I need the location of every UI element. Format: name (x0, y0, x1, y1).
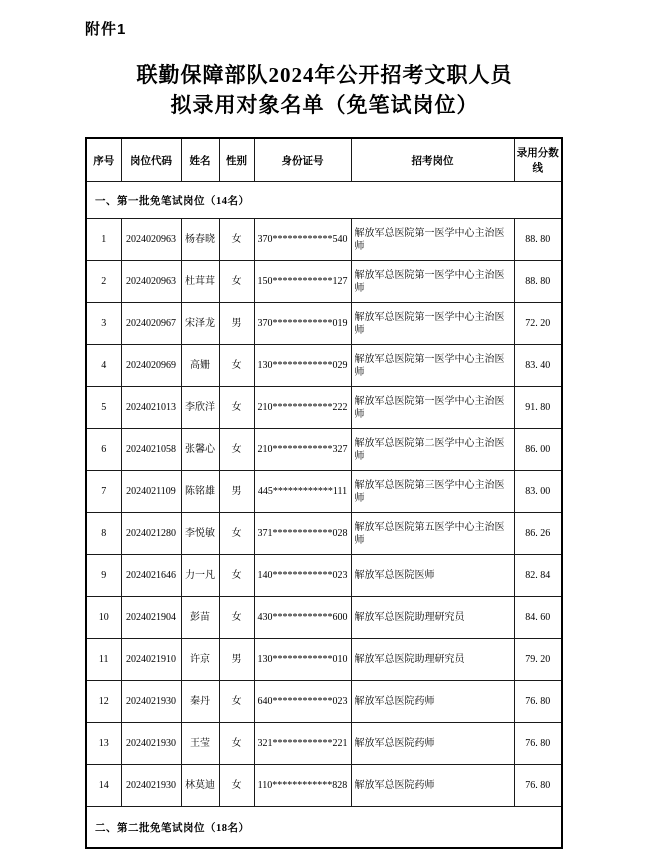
cell-position: 解放军总医院第一医学中心主治医师 (351, 387, 514, 429)
cell-code: 2024021280 (121, 513, 181, 555)
cell-index: 2 (86, 261, 121, 303)
cell-code: 2024021109 (121, 471, 181, 513)
cell-index: 13 (86, 723, 121, 765)
cell-gender: 男 (219, 303, 254, 345)
cell-name: 王莹 (181, 723, 219, 765)
cell-code: 2024021058 (121, 429, 181, 471)
cell-score: 86. 26 (514, 513, 562, 555)
cell-name: 李欣洋 (181, 387, 219, 429)
table-row (86, 765, 562, 807)
cell-code: 2024021904 (121, 597, 181, 639)
cell-score: 83. 40 (514, 345, 562, 387)
cell-code: 2024021930 (121, 681, 181, 723)
cell-id: 130************029 (254, 345, 351, 387)
column-header-gender: 性别 (219, 138, 254, 182)
column-header-code: 岗位代码 (121, 138, 181, 182)
cell-id: 110************828 (254, 765, 351, 807)
cell-index: 8 (86, 513, 121, 555)
cell-gender: 女 (219, 681, 254, 723)
cell-id: 370************540 (254, 219, 351, 261)
cell-gender: 男 (219, 639, 254, 681)
cell-name: 杜茸茸 (181, 261, 219, 303)
table-row (86, 261, 562, 303)
cell-position: 解放军总医院药师 (351, 723, 514, 765)
column-header-id: 身份证号 (254, 138, 351, 182)
roster-table (85, 137, 563, 849)
cell-code: 2024020967 (121, 303, 181, 345)
cell-id: 640************023 (254, 681, 351, 723)
cell-gender: 女 (219, 261, 254, 303)
cell-name: 杨春晓 (181, 219, 219, 261)
cell-name: 许京 (181, 639, 219, 681)
cell-score: 76. 80 (514, 765, 562, 807)
table-row (86, 555, 562, 597)
table-row (86, 513, 562, 555)
cell-position: 解放军总医院助理研究员 (351, 597, 514, 639)
cell-name: 力一凡 (181, 555, 219, 597)
cell-score: 83. 00 (514, 471, 562, 513)
cell-id: 130************010 (254, 639, 351, 681)
cell-code: 2024021910 (121, 639, 181, 681)
table-row (86, 345, 562, 387)
cell-id: 140************023 (254, 555, 351, 597)
cell-gender: 女 (219, 345, 254, 387)
cell-index: 11 (86, 639, 121, 681)
cell-code: 2024021930 (121, 723, 181, 765)
cell-code: 2024021013 (121, 387, 181, 429)
cell-index: 3 (86, 303, 121, 345)
cell-name: 宋泽龙 (181, 303, 219, 345)
cell-id: 210************222 (254, 387, 351, 429)
section-label-batch1: 一、第一批免笔试岗位（14名） (86, 182, 562, 219)
column-header-position: 招考岗位 (351, 138, 514, 182)
cell-index: 1 (86, 219, 121, 261)
table-row (86, 681, 562, 723)
cell-score: 84. 60 (514, 597, 562, 639)
cell-code: 2024020969 (121, 345, 181, 387)
column-header-index: 序号 (86, 138, 121, 182)
cell-name: 高姗 (181, 345, 219, 387)
table-row (86, 471, 562, 513)
document-title-line1: 联勤保障部队2024年公开招考文职人员 (136, 63, 513, 87)
cell-position: 解放军总医院第二医学中心主治医师 (351, 429, 514, 471)
table-row (86, 429, 562, 471)
cell-name: 李悦敏 (181, 513, 219, 555)
table-row (86, 303, 562, 345)
cell-id: 430************600 (254, 597, 351, 639)
cell-gender: 女 (219, 387, 254, 429)
cell-gender: 女 (219, 555, 254, 597)
cell-index: 7 (86, 471, 121, 513)
cell-position: 解放军总医院第五医学中心主治医师 (351, 513, 514, 555)
cell-position: 解放军总医院药师 (351, 681, 514, 723)
cell-score: 88. 80 (514, 261, 562, 303)
cell-code: 2024021930 (121, 765, 181, 807)
cell-score: 82. 84 (514, 555, 562, 597)
cell-gender: 女 (219, 429, 254, 471)
column-header-name: 姓名 (181, 138, 219, 182)
cell-gender: 女 (219, 723, 254, 765)
cell-id: 150************127 (254, 261, 351, 303)
cell-gender: 女 (219, 597, 254, 639)
cell-position: 解放军总医院医师 (351, 555, 514, 597)
cell-position: 解放军总医院第一医学中心主治医师 (351, 219, 514, 261)
cell-position: 解放军总医院第三医学中心主治医师 (351, 471, 514, 513)
section-row-batch2 (86, 807, 562, 849)
cell-name: 林莫迪 (181, 765, 219, 807)
cell-index: 10 (86, 597, 121, 639)
cell-position: 解放军总医院第一医学中心主治医师 (351, 303, 514, 345)
table-row (86, 597, 562, 639)
table-header (86, 138, 562, 182)
cell-name: 张馨心 (181, 429, 219, 471)
cell-score: 76. 80 (514, 723, 562, 765)
cell-code: 2024020963 (121, 219, 181, 261)
cell-score: 79. 20 (514, 639, 562, 681)
table-row (86, 387, 562, 429)
attachment-label: 附件1 (85, 21, 127, 38)
table-row (86, 219, 562, 261)
table-row (86, 723, 562, 765)
cell-position: 解放军总医院第一医学中心主治医师 (351, 261, 514, 303)
document-title (0, 60, 649, 120)
cell-id: 321************221 (254, 723, 351, 765)
cell-score: 72. 20 (514, 303, 562, 345)
cell-name: 陈铭雄 (181, 471, 219, 513)
cell-index: 4 (86, 345, 121, 387)
cell-index: 6 (86, 429, 121, 471)
cell-gender: 女 (219, 513, 254, 555)
cell-gender: 男 (219, 471, 254, 513)
cell-index: 5 (86, 387, 121, 429)
document-title-line2: 拟录用对象名单（免笔试岗位） (170, 93, 479, 117)
column-header-score: 录用分数线 (514, 138, 562, 182)
cell-gender: 女 (219, 765, 254, 807)
cell-id: 210************327 (254, 429, 351, 471)
cell-index: 12 (86, 681, 121, 723)
cell-score: 76. 80 (514, 681, 562, 723)
cell-position: 解放军总医院药师 (351, 765, 514, 807)
cell-score: 88. 80 (514, 219, 562, 261)
cell-position: 解放军总医院助理研究员 (351, 639, 514, 681)
cell-code: 2024020963 (121, 261, 181, 303)
cell-name: 彭苗 (181, 597, 219, 639)
section-label-batch2: 二、第二批免笔试岗位（18名） (86, 807, 562, 849)
cell-index: 9 (86, 555, 121, 597)
cell-score: 86. 00 (514, 429, 562, 471)
cell-id: 370************019 (254, 303, 351, 345)
cell-id: 445************111 (254, 471, 351, 513)
cell-name: 秦丹 (181, 681, 219, 723)
cell-code: 2024021646 (121, 555, 181, 597)
cell-gender: 女 (219, 219, 254, 261)
cell-index: 14 (86, 765, 121, 807)
cell-position: 解放军总医院第一医学中心主治医师 (351, 345, 514, 387)
cell-id: 371************028 (254, 513, 351, 555)
table-row (86, 639, 562, 681)
section-row-batch1 (86, 182, 562, 219)
cell-score: 91. 80 (514, 387, 562, 429)
